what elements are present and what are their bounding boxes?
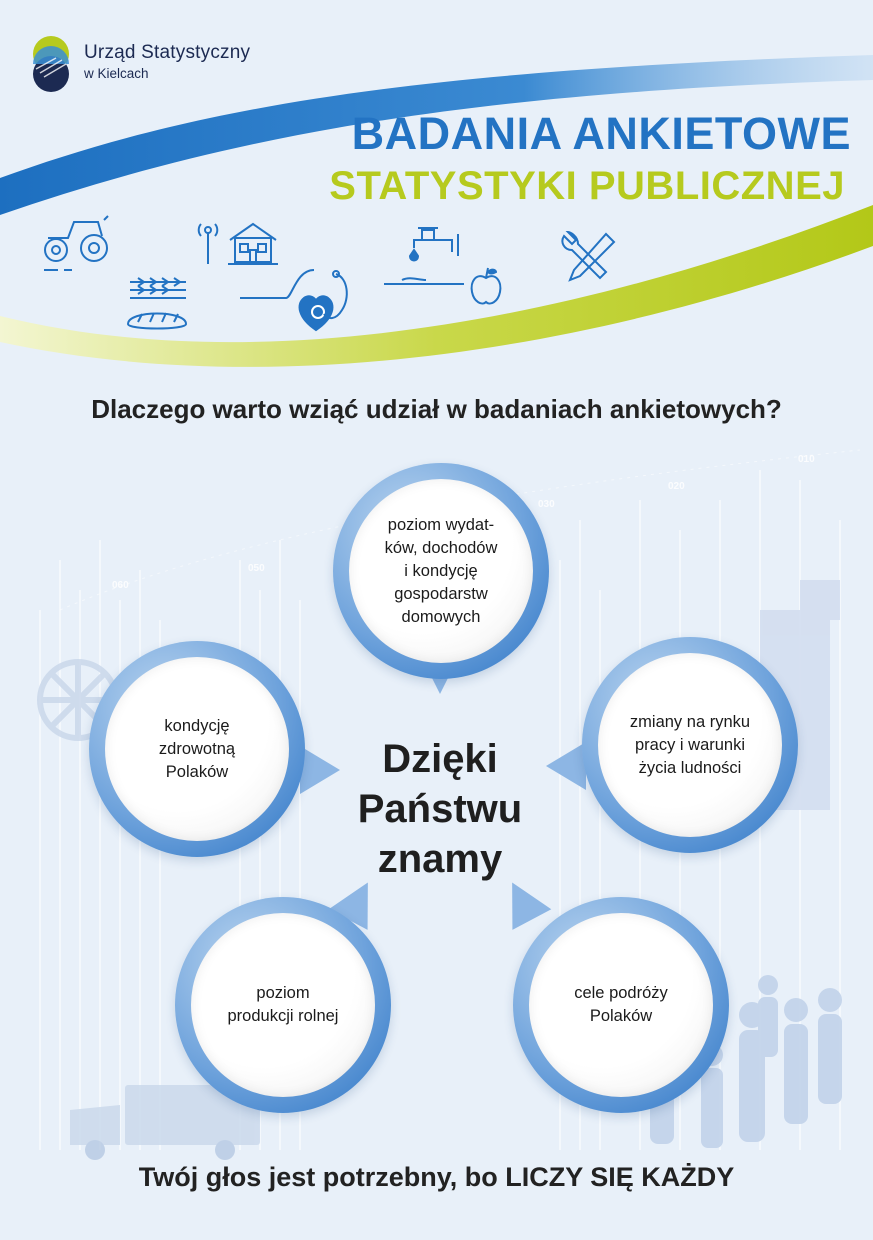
scale-label-060: 060 <box>112 580 129 591</box>
bubble-household-text: poziom wydat- ków, dochodów i kondycję gospodarstw domowych <box>384 515 498 626</box>
bubble-agriculture-text: poziom produkcji rolnej <box>227 984 339 1025</box>
bubble-health <box>89 641 305 857</box>
bread-icon <box>124 302 190 332</box>
house-icon <box>226 220 280 266</box>
bubble-household <box>333 463 549 679</box>
scale-label-010: 010 <box>798 454 815 465</box>
scale-label-030: 030 <box>538 499 555 510</box>
title-line2: STATYSTYKI PUBLICZNEJ <box>329 164 845 208</box>
faucet-icon <box>382 222 466 288</box>
org-name-line2: w Kielcach <box>84 66 149 81</box>
apple-icon <box>468 266 504 308</box>
scale-label-020: 020 <box>668 481 685 492</box>
heart-stethoscope-icon <box>238 268 358 338</box>
question-heading: Dlaczego warto wziąć udział w badaniach ankietowych? <box>91 394 782 424</box>
bubble-travel <box>513 897 729 1113</box>
scale-label-050: 050 <box>248 563 265 574</box>
bubble-travel-text: cele podróży Polaków <box>574 984 668 1025</box>
tools-icon <box>556 228 620 284</box>
bubble-tail-right <box>546 742 586 790</box>
bubble-health-text: kondycję zdrowotną Polaków <box>158 716 236 781</box>
wheat-icon <box>128 276 188 302</box>
antenna-icon <box>196 220 220 266</box>
bubble-agriculture <box>175 897 391 1113</box>
footer-slogan: Twój głos jest potrzebny, bo LICZY SIĘ KAŻDY <box>138 1162 735 1192</box>
org-name-line1: Urząd Statystyczny <box>84 42 251 63</box>
logo-icon <box>26 34 76 94</box>
bubble-labour-market-text: zmiany na rynku pracy i warunki życia ludności <box>629 712 751 777</box>
tractor-icon <box>38 214 118 274</box>
center-heading: Dzięki Państwu znamy <box>357 737 523 881</box>
title-line1: BADANIA ANKIETOWE <box>351 108 851 159</box>
bubble-labour-market <box>582 637 798 853</box>
org-name <box>84 42 250 81</box>
